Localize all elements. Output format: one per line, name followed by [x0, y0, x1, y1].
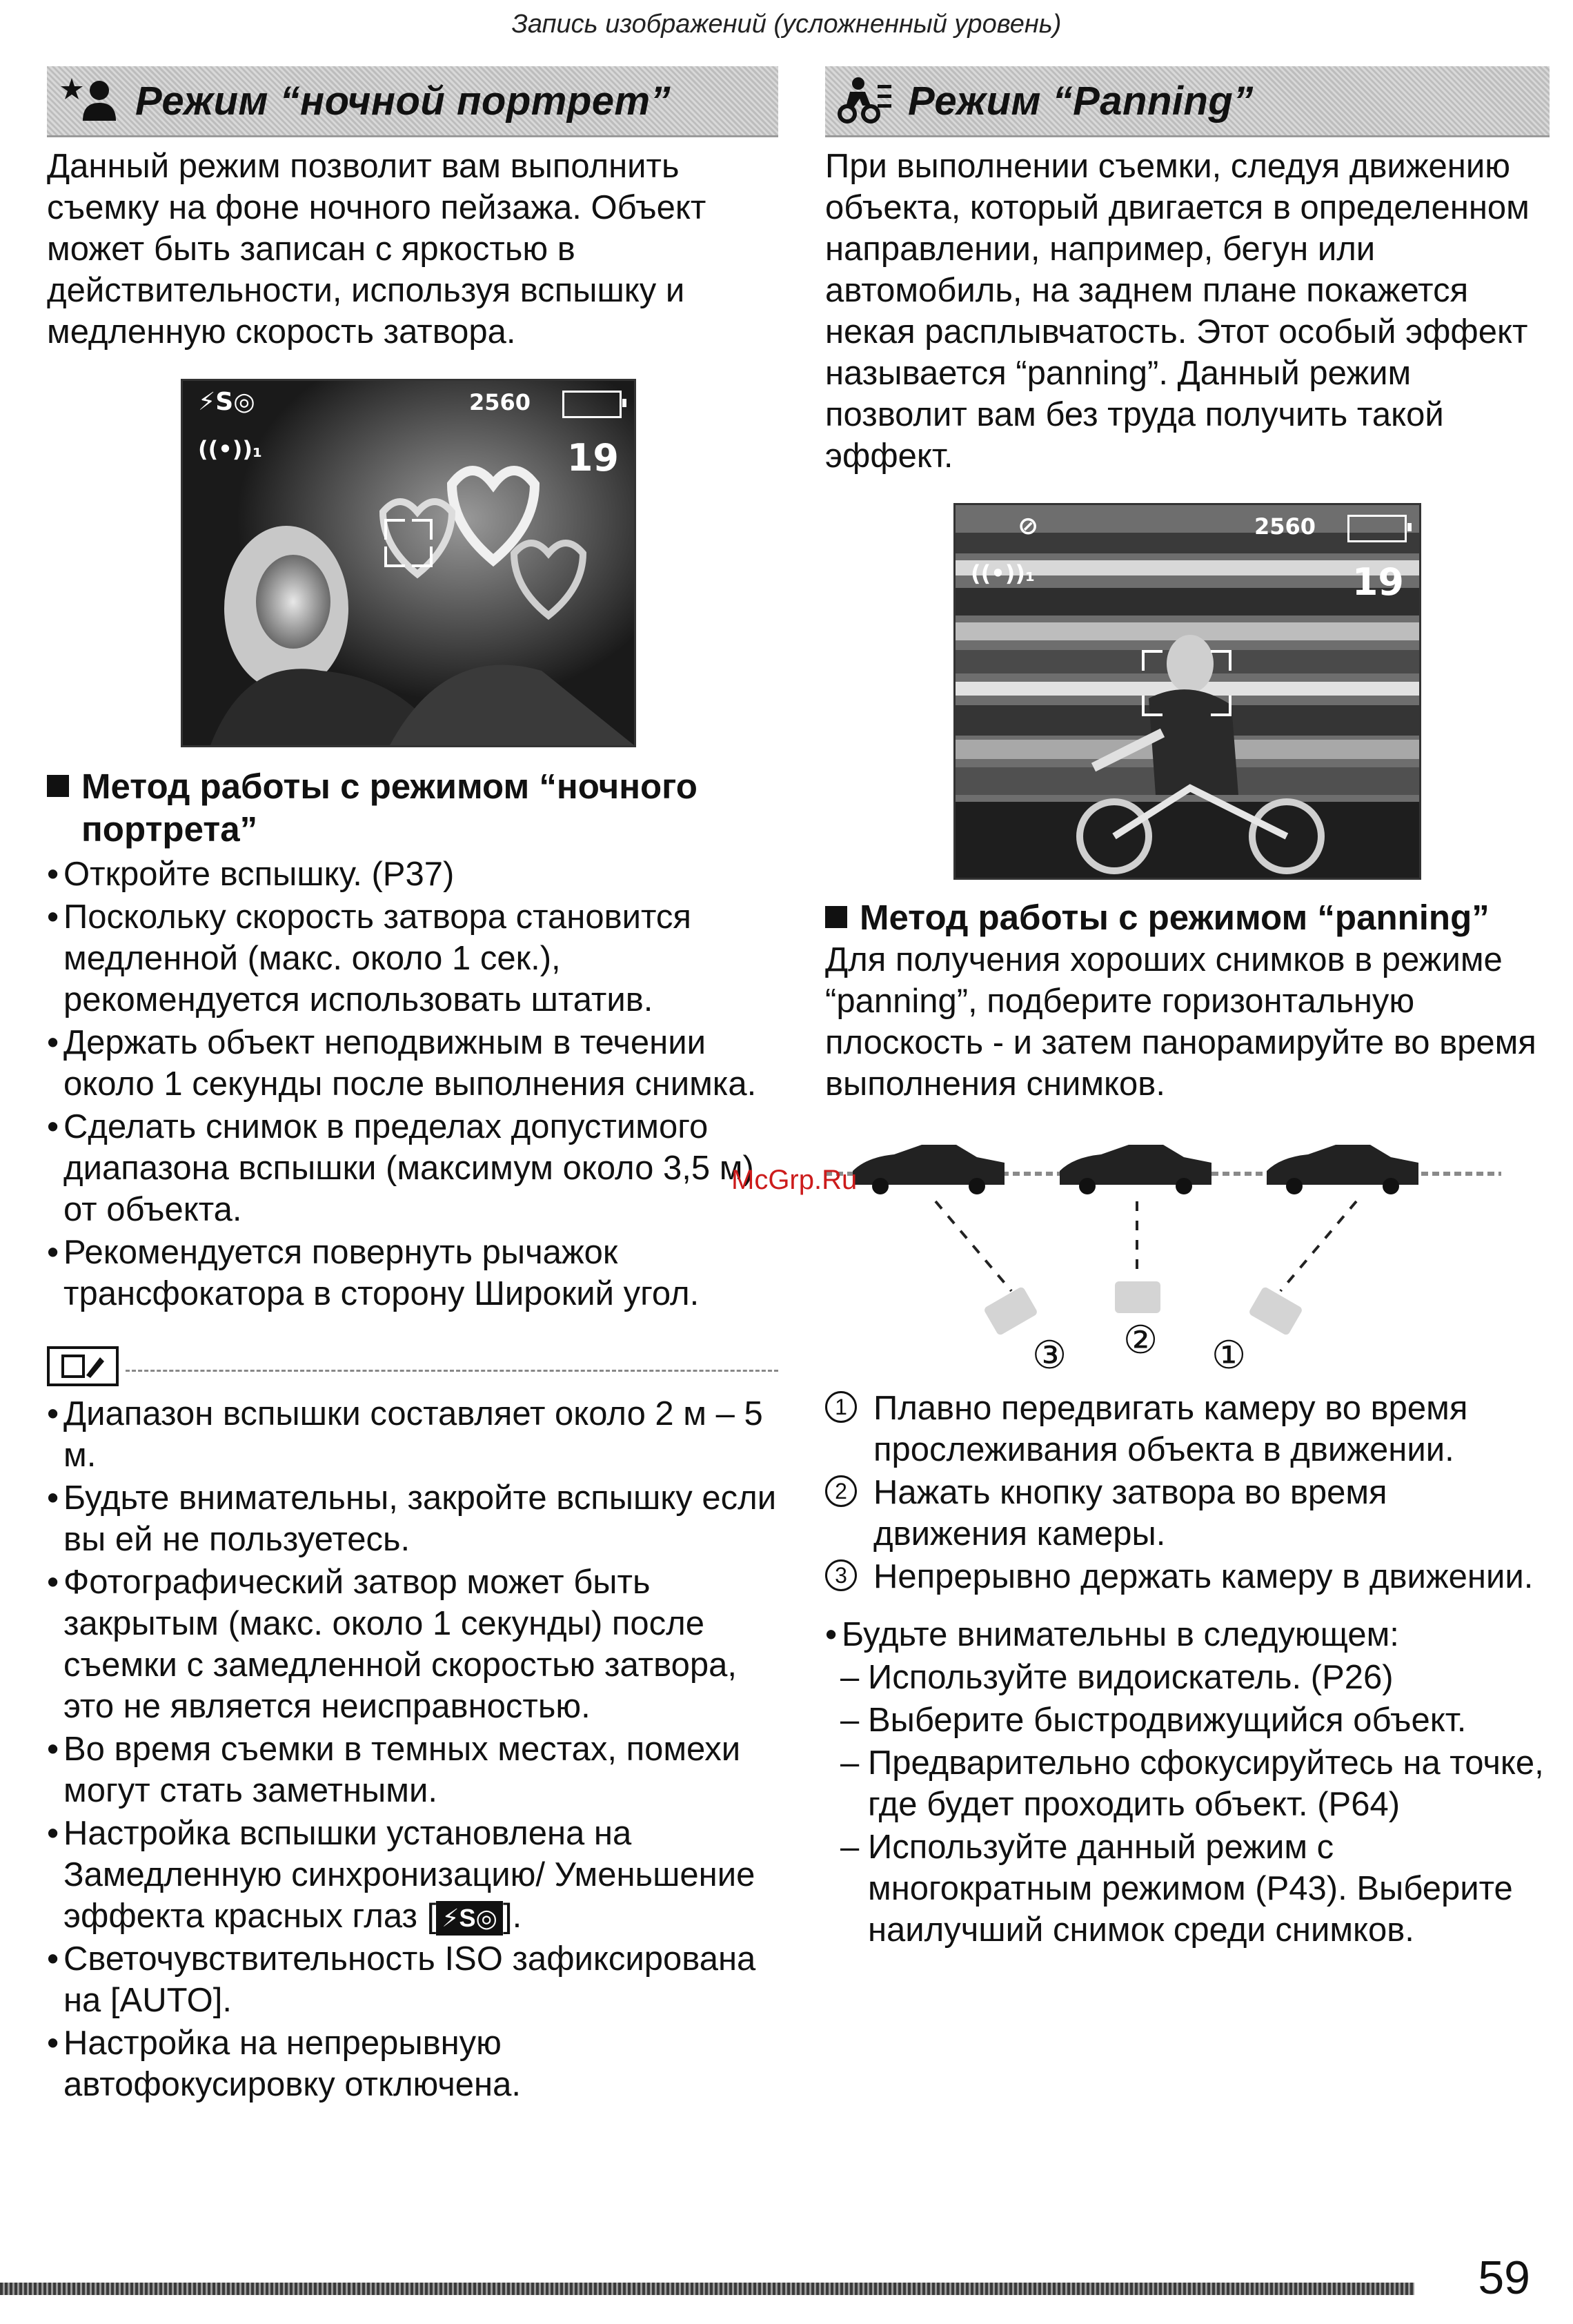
panning-caution-items: [835, 1657, 1550, 1951]
list-item: – Используйте данный режим с многократным режимом (P43). Выберите наилучший снимок среди снимков.: [835, 1826, 1550, 1951]
camera-icon: [1115, 1281, 1160, 1313]
list-item: – Используйте видоискатель. (P26): [835, 1657, 1550, 1698]
left-column: [47, 66, 778, 2107]
list-item: – Выберите быстродвижущийся объект.: [835, 1700, 1550, 1741]
flash-off-icon: ⊘: [1018, 512, 1039, 540]
night-portrait-mode-icon: [57, 75, 120, 127]
square-bullet-icon: [47, 775, 69, 797]
square-bullet-icon: [825, 906, 847, 928]
car-icon: [853, 1145, 1005, 1194]
panning-diagram: [825, 1119, 1501, 1388]
night-portrait-intro: Данный режим позволит вам выполнить съемку на фоне ночного пейзажа. Объект может быть записан с яркостью в действительности, используя вспышку и медленную скорость затвора.: [47, 148, 706, 351]
stabilizer-icon: ((•))₁: [971, 560, 1035, 587]
af-frame-icon: [384, 519, 433, 567]
flash-mode-indicator: ⚡S◎: [198, 388, 255, 416]
car-icon: [1060, 1145, 1211, 1194]
list-item: • Во время съемки в темных местах, помехи могут стать заметными.: [47, 1729, 778, 1811]
night-portrait-method-list: [47, 854, 778, 1314]
panning-steps: [825, 1388, 1550, 1597]
af-frame-icon: [1142, 650, 1231, 716]
camera-icon: [983, 1286, 1038, 1337]
footer-rule: [0, 2283, 1414, 2295]
night-portrait-title: Режим “ночной портрет”: [135, 78, 671, 124]
battery-icon: [1347, 515, 1407, 542]
list-item: • Откройте вспышку. (P37): [47, 854, 778, 895]
right-column: [825, 66, 1550, 1952]
panning-mode-icon: [835, 75, 893, 127]
list-item: • Рекомендуется повернуть рычажок трансфокатора в сторону Широкий угол.: [47, 1232, 778, 1314]
resolution-indicator: 2560: [468, 389, 531, 415]
list-item: • Диапазон вспышки составляет около 2 м – 5 м.: [47, 1393, 778, 1476]
panning-intro: При выполнении съемки, следуя движению объекта, который двигается в определенном направлении, например, бегун или автомобиль, на заднем плане покажется некая расплывчатость. Этот особый эффект называется “panning”. Данный режим позволит вам без труда получить такой эффект.: [825, 148, 1530, 475]
watermark: McGrp.Ru: [731, 1165, 858, 1195]
note-separator: [47, 1345, 778, 1388]
stabilizer-icon: ((•))₁: [198, 436, 262, 462]
step-number: 3: [825, 1559, 857, 1591]
list-item: – Предварительно сфокусируйтесь на точке, где будет проходить объект. (P64): [835, 1742, 1550, 1825]
battery-icon: [562, 391, 622, 418]
list-item: • Будьте внимательны в следующем:: [825, 1614, 1550, 1655]
night-portrait-banner: [47, 66, 778, 137]
night-portrait-method-heading: Метод работы с режимом “ночного портрета”: [47, 765, 778, 851]
camera-icon: [1248, 1286, 1303, 1337]
night-portrait-notes: [47, 1393, 778, 2105]
car-icon: [1267, 1145, 1418, 1194]
flash-slow-sync-icon: ⚡S◎: [436, 1901, 503, 1936]
list-item: 3 Непрерывно держать камеру в движении.: [825, 1556, 1550, 1597]
note-icon: [47, 1346, 119, 1386]
running-header: Запись изображений (усложненный уровень): [511, 10, 1062, 39]
panning-screen: [953, 503, 1421, 880]
list-item: • Держать объект неподвижным в течении около 1 секунды после выполнения снимка.: [47, 1022, 778, 1105]
panning-method-text: Для получения хороших снимков в режиме “panning”, подберите горизонтальную плоскость - и затем панорамируйте во время выполнения снимков.: [825, 941, 1536, 1103]
step-number: 1: [825, 1391, 857, 1423]
list-item: • Сделать снимок в пределах допустимого диапазона вспышки (максимум около 3,5 м) от объекта.: [47, 1106, 778, 1230]
shots-remaining: 19: [1352, 560, 1404, 604]
panning-method-heading: Метод работы с режимом “panning”: [825, 896, 1550, 939]
page-number: 59: [1478, 2252, 1530, 2304]
shots-remaining: 19: [566, 436, 619, 480]
list-item: • Будьте внимательны, закройте вспышку если вы ей не пользуетесь.: [47, 1477, 778, 1560]
list-item: • Настройка вспышки установлена на Замедленную синхронизацию/ Уменьшение эффекта красных глаз [ ⚡S◎ ].: [47, 1813, 778, 1937]
list-item: • Поскольку скорость затвора становится медленной (макс. около 1 сек.), рекомендуется использовать штатив.: [47, 896, 778, 1021]
diagram-label-1: ①: [1211, 1333, 1247, 1377]
list-item: • Настройка на непрерывную автофокусировку отключена.: [47, 2022, 778, 2105]
night-portrait-screen: [181, 379, 636, 747]
list-item: 2 Нажать кнопку затвора во время движения камеры.: [825, 1472, 1550, 1555]
list-item: 1 Плавно передвигать камеру во время прослеживания объекта в движении.: [825, 1388, 1550, 1470]
step-number: 2: [825, 1475, 857, 1507]
panning-caution: [825, 1614, 1550, 1655]
list-item: • Светочувствительность ISO зафиксирована на [AUTO].: [47, 1938, 778, 2021]
panning-banner: [825, 66, 1550, 137]
dashed-rule: [126, 1370, 778, 1372]
list-item: • Фотографический затвор может быть закрытым (макс. около 1 секунды) после съемки с замедленной скоростью затвора, это не является неисправностью.: [47, 1562, 778, 1727]
diagram-label-3: ③: [1032, 1333, 1067, 1377]
diagram-label-2: ②: [1123, 1318, 1158, 1361]
panning-title: Режим “Panning”: [908, 78, 1254, 124]
resolution-indicator: 2560: [1254, 513, 1316, 540]
